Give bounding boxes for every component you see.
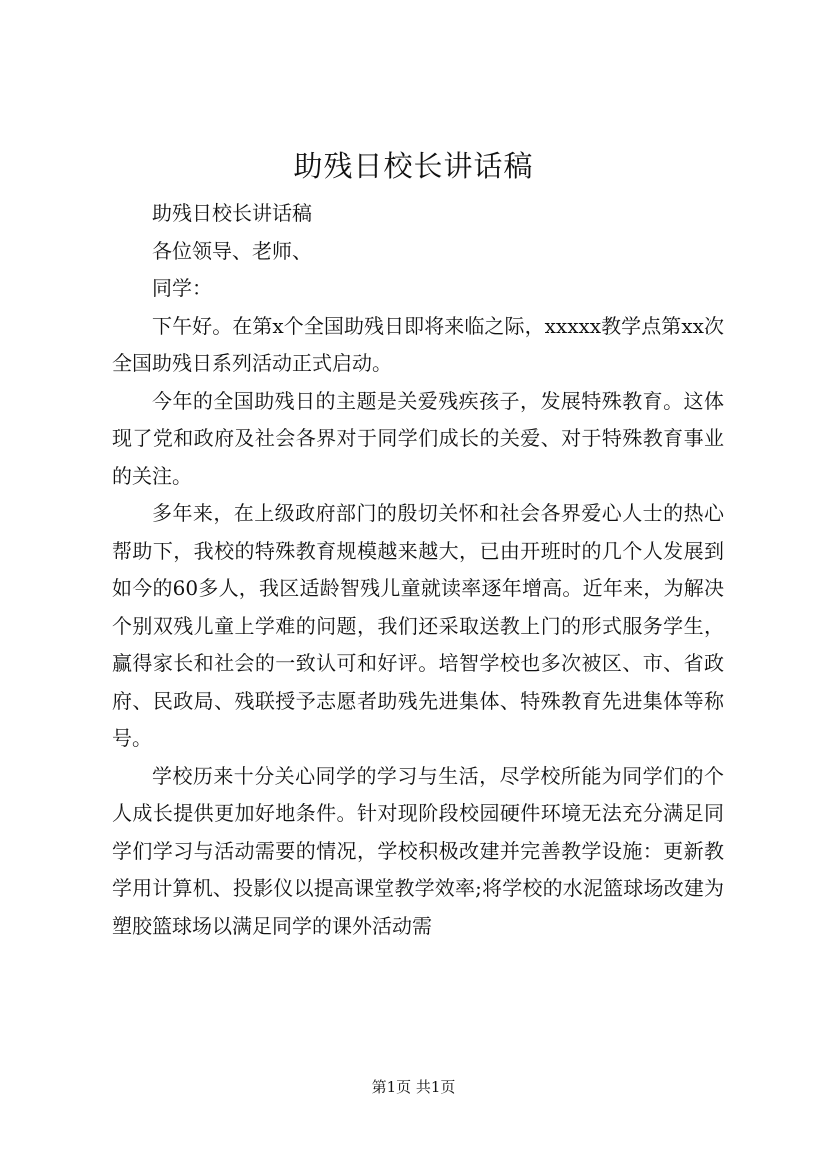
paragraph-development: 多年来，在上级政府部门的殷切关怀和社会各界爱心人士的热心帮助下，我校的特殊教育规模越来越大，已由开班时的几个人发展到如今的60多人，我区适龄智残儿童就读率逐年增高。近年来，为解决个别双残儿童上学难的问题，我们还采取送教上门的形式服务学生，赢得家长和社会的一致认可和好评。培智学校也多次被区、市、省政府、民政局、残联授予志愿者助残先进集体、特殊教育先进集体等称号。 <box>112 501 724 750</box>
document-title: 助残日校长讲话稿 <box>293 149 534 183</box>
paragraph-salutation-2: 同学： <box>152 276 212 300</box>
page-footer: 第1页 共1页 <box>371 1078 456 1096</box>
paragraph-heading-repeat: 助残日校长讲话稿 <box>152 201 312 225</box>
paragraph-theme: 今年的全国助残日的主题是关爱残疾孩子，发展特殊教育。这体现了党和政府及社会各界对于同学们成长的关爱、对于特殊教育事业的关注。 <box>112 388 724 488</box>
paragraph-salutation-1: 各位领导、老师、 <box>152 238 312 263</box>
paragraph-greeting: 下午好。在第x个全国助残日即将来临之际，xxxxx教学点第xx次全国助残日系列活动正式启动。 <box>112 313 724 375</box>
paragraph-facilities: 学校历来十分关心同学的学习与生活，尽学校所能为同学们的个人成长提供更加好地条件。针对现阶段校园硬件环境无法充分满足同学们学习与活动需要的情况，学校积极改建并完善教学设施：更新教学用计算机、投影仪以提高课堂教学效率;将学校的水泥篮球场改建为塑胶篮球场以满足同学的课外活动需 <box>112 763 724 938</box>
document-body <box>112 195 724 945</box>
